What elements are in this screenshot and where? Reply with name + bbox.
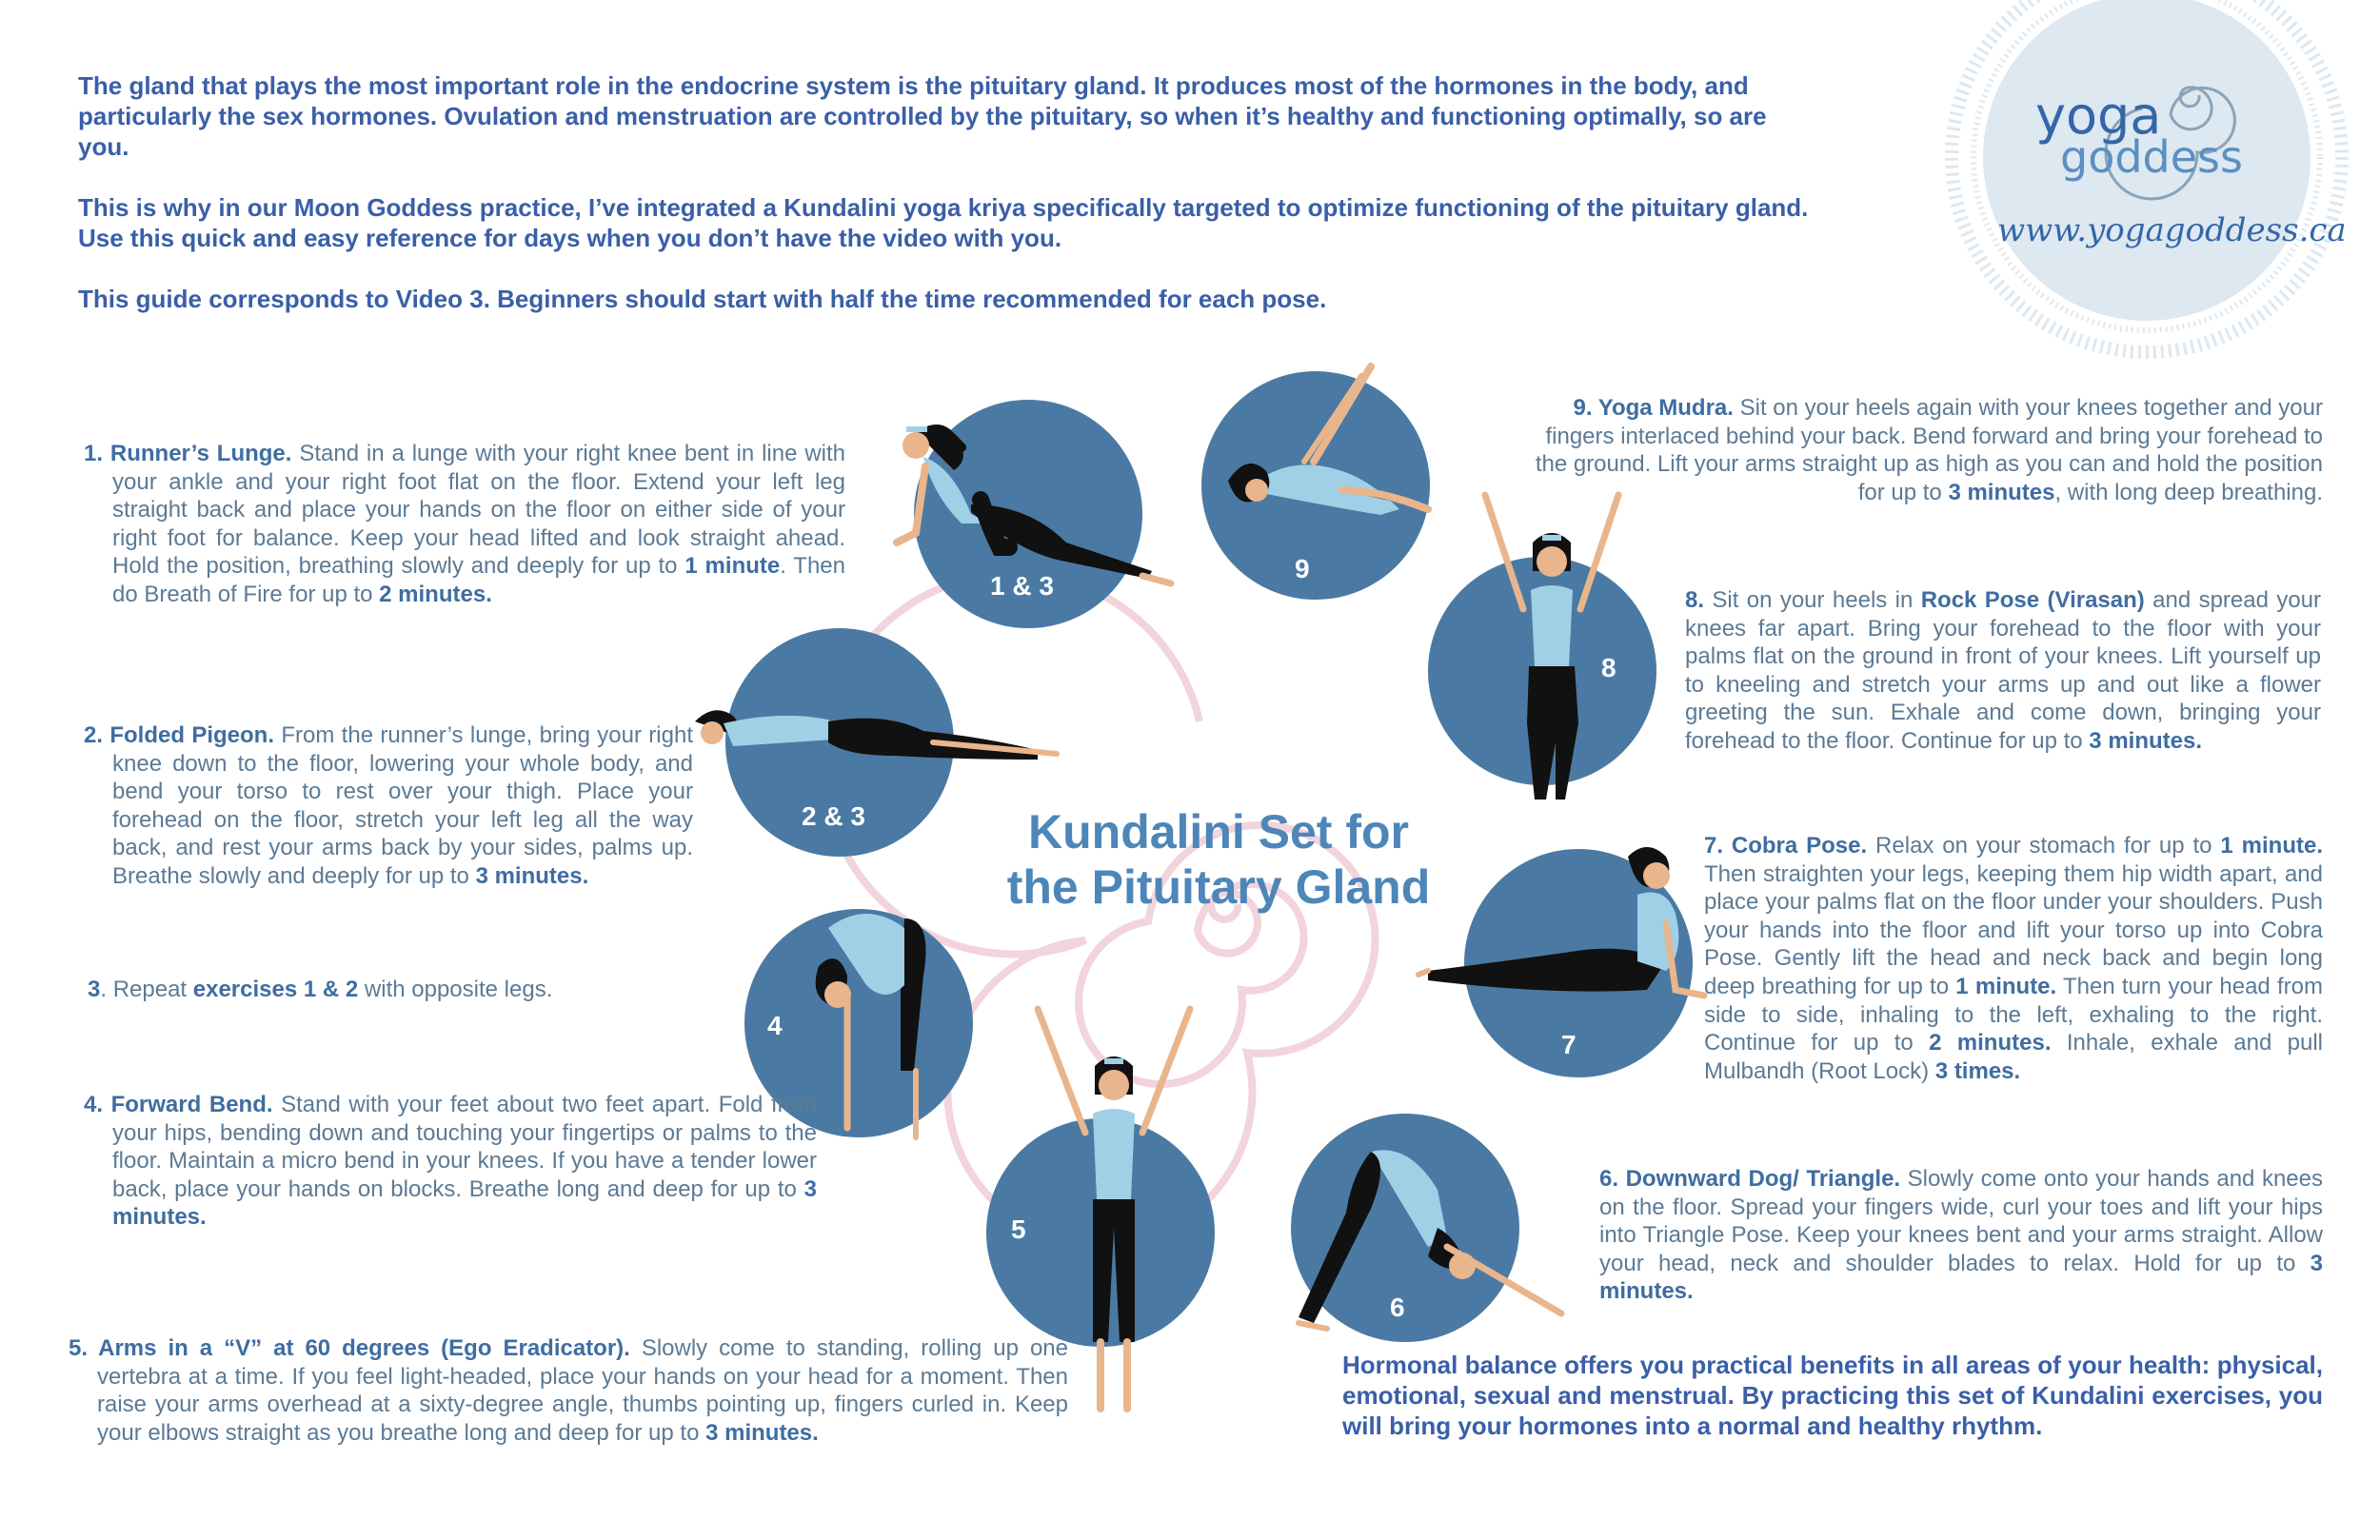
step-4-text-a: Stand with your feet about two feet apart. Fold from your hips, bending down and touching your fingertips or palms to the floor. Maintain a micro bend in your knees. If you have a tender lower back, place your hands on blocks. Breathe long and deep for up to	[112, 1092, 817, 1202]
center-title-line-1: Kundalini Set for	[1028, 805, 1409, 859]
logo-word-yoga: yoga	[2035, 86, 2162, 146]
step-7-text-d: Inhale, exhale and pull Mulbandh (Root Lock)	[1704, 1030, 2324, 1084]
step-5-title: 5. Arms in a “V” at 60 degrees (Ego Eradicator).	[69, 1335, 630, 1361]
badge-7: 7	[1561, 1030, 1577, 1059]
step-1-bold-a: 1 minute	[684, 553, 781, 580]
step-2-text-a: From the runner’s lunge, bring your right knee down to the floor, lowering your whole body, and bend your torso to rest over your thigh. Place your forehead on the floor, stretch your left leg all the way back, and rest your arms back by your sides, palms up. Breathe slowly and deeply for up to	[112, 722, 693, 889]
badge-9: 9	[1295, 554, 1310, 583]
step-9-yoga-mudra	[1523, 394, 2323, 506]
step-8-text-b: and spread your knees far apart. Bring your forehead to the floor with your palms flat on the ground in front of your knees. Lift yourself up to kneeling and stretch your arms up and out like a flower greeting the sun. Exhale and come down, bringing your forehead to the floor. Continue for up to	[1685, 587, 2322, 754]
downward-dog-figure	[1276, 1142, 1599, 1352]
step-3-text-b: with opposite legs.	[358, 977, 553, 1002]
logo-word-goddess: goddess	[2060, 131, 2243, 183]
intro-paragraph-3: This guide corresponds to Video 3. Beginners should start with half the time recommended for each pose.	[78, 285, 1327, 313]
step-7-text-b: Then straighten your legs, keeping them hip width apart, and place your palms flat on the floor under your shoulders. Push your hands into the floor and lift your torso up into Cobra Pose. Gently lift the head and neck back and begin long deep breathing for up to	[1704, 860, 2323, 999]
step-7-bold-b: 1 minute.	[1955, 973, 2057, 999]
step-1-title: 1. Runner’s Lunge.	[84, 441, 292, 466]
step-9-text-a: Sit on your heels again with your knees together and your fingers interlaced behind your back. Bend forward and bring your forehead to the ground. Lift your arms straight up as high as you can and hold the position for up to	[1535, 395, 2323, 505]
badge-5: 5	[1011, 1214, 1026, 1244]
badge-1-3: 1 & 3	[990, 571, 1054, 601]
step-6-downward-dog	[1599, 1165, 2323, 1306]
yoga-mudra-figure	[1209, 366, 1438, 538]
intro-paragraph-2: This is why in our Moon Goddess practice, I’ve integrated a Kundalini yoga kriya specifically targeted to optimize functioning of the pituitary gland. Use this quick and easy reference for days when you don’t have the video with you.	[78, 193, 1809, 252]
intro-text	[78, 70, 1820, 345]
intro-paragraph-1: The gland that plays the most important role in the endocrine system is the pituitary gland. It produces most of the hormones in the body, and particularly the sex hormones. Ovulation and menstruation are controlled by the pituitary, so when it’s healthy and functioning optimally, so are you.	[78, 71, 1767, 161]
step-8-bold-b: 3 minutes.	[2089, 727, 2202, 754]
step-1-runners-lunge	[84, 440, 845, 609]
step-9-bold-a: 3 minutes	[1948, 479, 2055, 505]
badge-8: 8	[1601, 653, 1616, 682]
step-6-bold-a: 3 minutes.	[1599, 1250, 2323, 1305]
step-6-text-a: Slowly come onto your hands and knees on the floor. Spread your fingers wide, curl your toes and lift your hips into Triangle Pose. Keep your knees bent and your arms straight. Allow your head, neck and shoulder blades to relax. Hold for up to	[1599, 1166, 2324, 1276]
step-8-rock-pose	[1685, 586, 2321, 756]
step-2-bold-a: 3 minutes.	[475, 862, 589, 889]
center-title-line-2: the Pituitary Gland	[1006, 860, 1431, 914]
step-2-folded-pigeon	[84, 721, 693, 891]
step-1-text-a: Stand in a lunge with your right knee bent in line with your ankle and your right foot flat on the floor. Extend your left leg straight back and place your hands on the floor on either side of your right foot for balance. Keep your head lifted and look straight ahead. Hold the position, breathing slowly and deeply for up to	[112, 441, 845, 580]
step-6-title: 6. Downward Dog/ Triangle.	[1599, 1166, 1901, 1192]
step-7-text-a: Relax on your stomach for up to	[1867, 833, 2221, 859]
step-9-title: 9. Yoga Mudra.	[1573, 395, 1734, 421]
step-8-bold-a: Rock Pose (Virasan)	[1920, 587, 2145, 613]
step-3-text-a: . Repeat	[100, 977, 193, 1002]
step-7-text-c: Then turn your head from side to side, inhaling to the left, exhaling to the right. Continue for up to	[1704, 973, 2324, 1056]
step-5-text-a: Slowly come to standing, rolling up one vertebra at a time. If you feel light-headed, place your hands on your head for a moment. Then raise your arms overhead at a sixty-degree angle, thumbs pointing up, fingers curled in. Keep your elbows straight as you breathe long and deep for up to	[97, 1335, 1068, 1446]
step-1-text-b: . Then do Breath of Fire for up to	[112, 553, 846, 607]
center-title	[962, 804, 1476, 915]
closing-statement: Hormonal balance offers you practical benefits in all areas of your health: physical, emotional, sexual and menstrual. By practicing this set of Kundalini exercises, you will bring your hormones into a normal and healthy rhythm.	[1342, 1351, 2323, 1440]
badge-4: 4	[767, 1011, 783, 1040]
step-3-title: 3	[88, 977, 101, 1002]
step-8-title: 8.	[1685, 587, 1705, 613]
badge-2-3: 2 & 3	[802, 801, 865, 831]
step-5-ego-eradicator	[69, 1334, 1068, 1447]
logo-url[interactable]: www.yogagoddess.ca	[1997, 211, 2347, 249]
folded-pigeon-figure	[685, 695, 1066, 780]
cobra-pose-figure	[1418, 838, 1742, 1009]
step-7-bold-c: 2 minutes.	[1929, 1030, 2052, 1056]
step-9-text-b: , with long deep breathing.	[2054, 479, 2323, 505]
step-4-bold-a: 3 minutes.	[112, 1175, 817, 1231]
forward-bend-figure	[800, 909, 942, 1147]
step-5-bold-a: 3 minutes.	[705, 1419, 819, 1446]
step-7-cobra-pose	[1704, 832, 2323, 1085]
step-7-title: 7. Cobra Pose.	[1704, 833, 1868, 859]
step-3-bold-a: exercises 1 & 2	[192, 977, 359, 1002]
rock-pose-arms-up-figure	[1466, 485, 1637, 800]
step-4-title: 4. Forward Bend.	[84, 1092, 273, 1117]
step-3-repeat	[88, 976, 678, 1004]
step-2-title: 2. Folded Pigeon.	[84, 722, 275, 748]
step-4-forward-bend	[84, 1091, 817, 1232]
step-1-bold-b: 2 minutes.	[379, 581, 492, 607]
step-7-bold-a: 1 minute.	[2220, 833, 2323, 859]
step-7-bold-d: 3 times.	[1934, 1057, 2021, 1084]
badge-6: 6	[1390, 1293, 1405, 1322]
step-8-text-a: Sit on your heels in	[1704, 587, 1921, 613]
